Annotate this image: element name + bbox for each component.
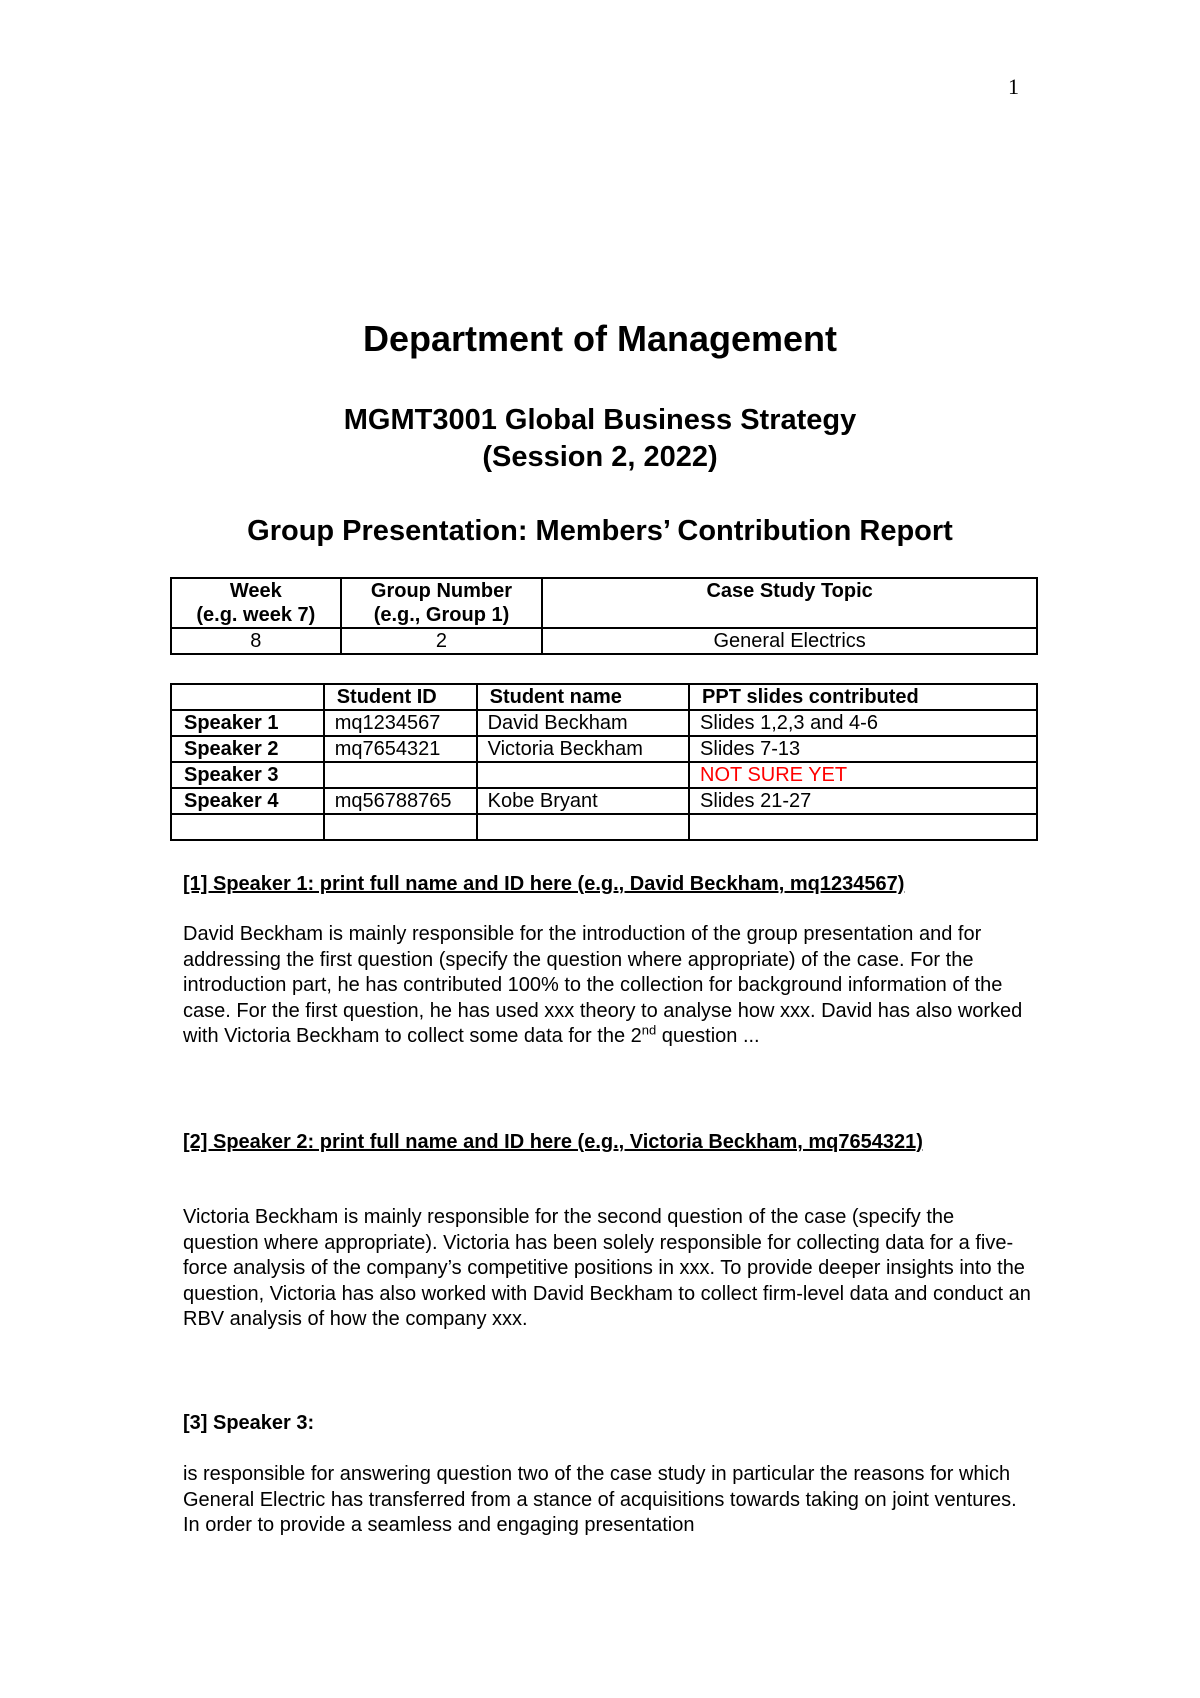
student-name bbox=[477, 762, 689, 788]
student-name: Kobe Bryant bbox=[477, 788, 689, 814]
topic-header-text: Case Study Topic bbox=[706, 580, 873, 602]
group-header-line2: (e.g., Group 1) bbox=[373, 604, 510, 626]
speaker-1-heading: [1] Speaker 1: print full name and ID here (e.g., David Beckham, mq1234567) bbox=[183, 873, 905, 895]
course-title: MGMT3001 Global Business Strategy bbox=[343, 404, 857, 436]
slides-contributed-pending: NOT SURE YET bbox=[689, 762, 1037, 788]
student-id bbox=[324, 814, 477, 840]
speaker-label: Speaker 2 bbox=[171, 736, 324, 762]
group-number-header bbox=[341, 578, 543, 628]
table-row bbox=[171, 710, 1037, 736]
week-value: 8 bbox=[171, 628, 341, 654]
page-number: 1 bbox=[1008, 74, 1019, 99]
table-row-empty bbox=[171, 814, 1037, 840]
ordinal-suffix: nd bbox=[641, 1022, 657, 1038]
speaker-label: Speaker 4 bbox=[171, 788, 324, 814]
case-study-topic-header bbox=[542, 578, 1037, 628]
slides-contributed: Slides 1,2,3 and 4-6 bbox=[689, 710, 1037, 736]
case-study-topic-value: General Electrics bbox=[542, 628, 1037, 654]
info-table-value-row bbox=[171, 628, 1037, 654]
student-name: David Beckham bbox=[477, 710, 689, 736]
speaker-3-heading: [3] Speaker 3: bbox=[183, 1412, 315, 1434]
speaker-2-paragraph: Victoria Beckham is mainly responsible for the second question of the case (specify the question where appropriate). Victoria has been solely responsible for collecting data for a five-force analysis of the company’s competitive positions in xxx. To provide deeper insights into the question, Victoria has also worked with David Beckham to collect firm-level data and conduct an RBV analysis of how the company xxx. bbox=[183, 1206, 1031, 1330]
week-header-line2: (e.g. week 7) bbox=[196, 604, 316, 626]
slides-contributed: Slides 7-13 bbox=[689, 736, 1037, 762]
report-title: Group Presentation: Members’ Contribution Report bbox=[247, 515, 953, 547]
student-name bbox=[477, 814, 689, 840]
student-name: Victoria Beckham bbox=[477, 736, 689, 762]
student-id-header: Student ID bbox=[324, 684, 477, 710]
ppt-slides-header: PPT slides contributed bbox=[689, 684, 1037, 710]
student-id bbox=[324, 762, 477, 788]
department-title: Department of Management bbox=[362, 318, 838, 359]
student-id: mq7654321 bbox=[324, 736, 477, 762]
table-row bbox=[171, 788, 1037, 814]
group-number-value: 2 bbox=[341, 628, 543, 654]
speaker-1-text-end: question ... bbox=[656, 1025, 760, 1047]
member-header-blank bbox=[171, 684, 324, 710]
week-header bbox=[171, 578, 341, 628]
student-id: mq56788765 bbox=[324, 788, 477, 814]
slides-contributed: Slides 21-27 bbox=[689, 788, 1037, 814]
speaker-label: Speaker 1 bbox=[171, 710, 324, 736]
member-contribution-table bbox=[170, 683, 1038, 841]
table-row bbox=[171, 736, 1037, 762]
speaker-1-text: David Beckham is mainly responsible for the introduction of the group presentation and for addressing the first question (specify the question where appropriate) of the case. For the introduction part, he has contributed 100% to the collection for background information of the case. For the first question, he has used xxx theory to analyse how xxx. David has also worked with Victoria Beckham to collect some data for the 2 bbox=[183, 923, 1023, 1047]
table-row bbox=[171, 762, 1037, 788]
group-header-line1: Group Number bbox=[370, 580, 513, 602]
info-table-header-row bbox=[171, 578, 1037, 628]
speaker-label bbox=[171, 814, 324, 840]
speaker-3-paragraph: is responsible for answering question two of the case study in particular the reasons for which General Electric has transferred from a stance of acquisitions towards taking on joint ventures. In order to provide a seamless and engaging presentation bbox=[183, 1463, 1017, 1536]
student-name-header: Student name bbox=[477, 684, 689, 710]
student-id: mq1234567 bbox=[324, 710, 477, 736]
speaker-1-paragraph bbox=[183, 922, 1033, 1050]
slides-contributed bbox=[689, 814, 1037, 840]
week-header-line1: Week bbox=[229, 580, 282, 602]
speaker-label: Speaker 3 bbox=[171, 762, 324, 788]
presentation-info-table bbox=[170, 577, 1038, 655]
member-table-header-row bbox=[171, 684, 1037, 710]
session-line: (Session 2, 2022) bbox=[482, 441, 718, 473]
speaker-2-heading: [2] Speaker 2: print full name and ID here (e.g., Victoria Beckham, mq7654321) bbox=[183, 1131, 923, 1153]
